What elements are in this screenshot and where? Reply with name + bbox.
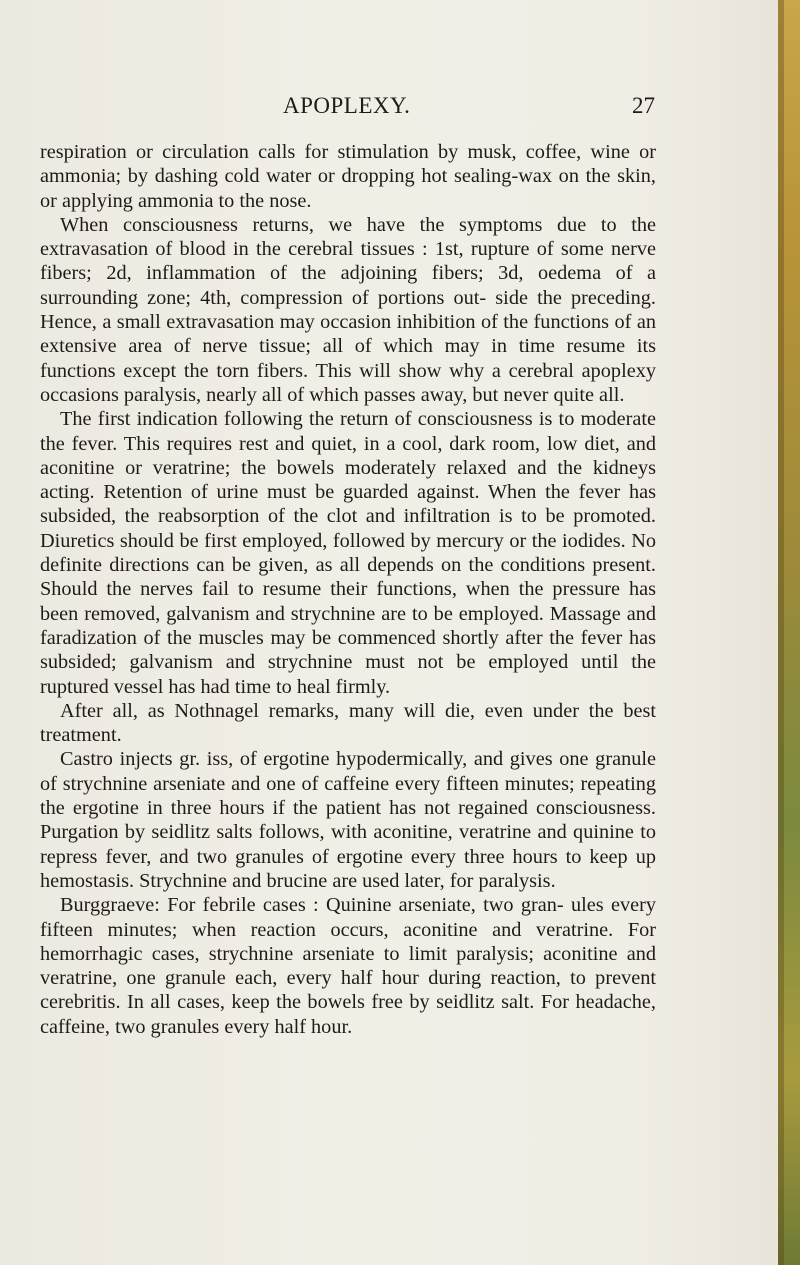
paragraph-first-indication: The first indication following the return of consciousness is to moderate the fever. This requires rest and quiet, in a cool, dark room, low diet, and aconitine or veratrine; the bowels moderately relaxed and the kidneys acting. Retention of urine must be guarded against. When the fever has subsided, the reabsorption of the clot and infiltration is to be promoted. Diuretics should be first employed, followed by mercury or the iodides. No definite directions can be given, as all depends on the conditions present. Should the nerves fail to resume their functions, when the pressure has been removed, galvanism and strychnine are to be employed. Massage and faradization of the muscles may be commenced shortly after the fever has subsided; galvanism and strychnine must not be employed until the ruptured vessel has had time to heal firmly. (40, 408, 656, 698)
page-edge-binding (778, 0, 800, 1265)
paragraph-consciousness-returns: When consciousness returns, we have the symptoms due to the extravasation of blood in the cerebral tissues : 1st, rupture of some nerve fibers; 2d, inflammation of the adjoining fibers; 3d, oedema of a surrounding zone; 4th, compression of portions out- side the preceding. Hence, a small extravasation may occasion inhibition of the functions of an extensive area of nerve tissue; all of which may in time resume its functions except the torn fibers. This will show why a cerebral apoplexy occasions paralysis, nearly all of which passes away, but never quite all. (40, 213, 656, 406)
paragraph-burggraeve: Burggraeve: For febrile cases : Quinine arseniate, two gran- ules every fifteen minutes; when reaction occurs, aconitine and veratrine. For hemorrhagic cases, strychnine arseniate to limit paralysis; aconitine and veratrine, one granule each, every half hour during reaction, to prevent cerebritis. In all cases, keep the bowels free by seidlitz salt. For headache, caffeine, two granules every half hour. (40, 894, 656, 1038)
running-title: APOPLEXY. (283, 93, 411, 118)
page-number: 27 (632, 93, 655, 118)
page-header (0, 93, 800, 121)
paragraph-castro: Castro injects gr. iss, of ergotine hypodermically, and gives one granule of strychnine arseniate and one of caffeine every fifteen minutes; repeating the ergotine in three hours if the patient has not regained consciousness. Purgation by seidlitz salts follows, with aconitine, veratrine and quinine to repress fever, and two granules of ergotine every three hours to keep up hemostasis. Strychnine and brucine are used later, for paralysis. (40, 748, 656, 892)
paragraph-continued: respiration or circulation calls for stimulation by musk, coffee, wine or ammonia; by dashing cold water or dropping hot sealing-wax on the skin, or applying ammonia to the nose. (40, 141, 656, 212)
paragraph-nothnagel: After all, as Nothnagel remarks, many will die, even under the best treatment. (40, 699, 656, 747)
body-text (40, 140, 656, 1039)
